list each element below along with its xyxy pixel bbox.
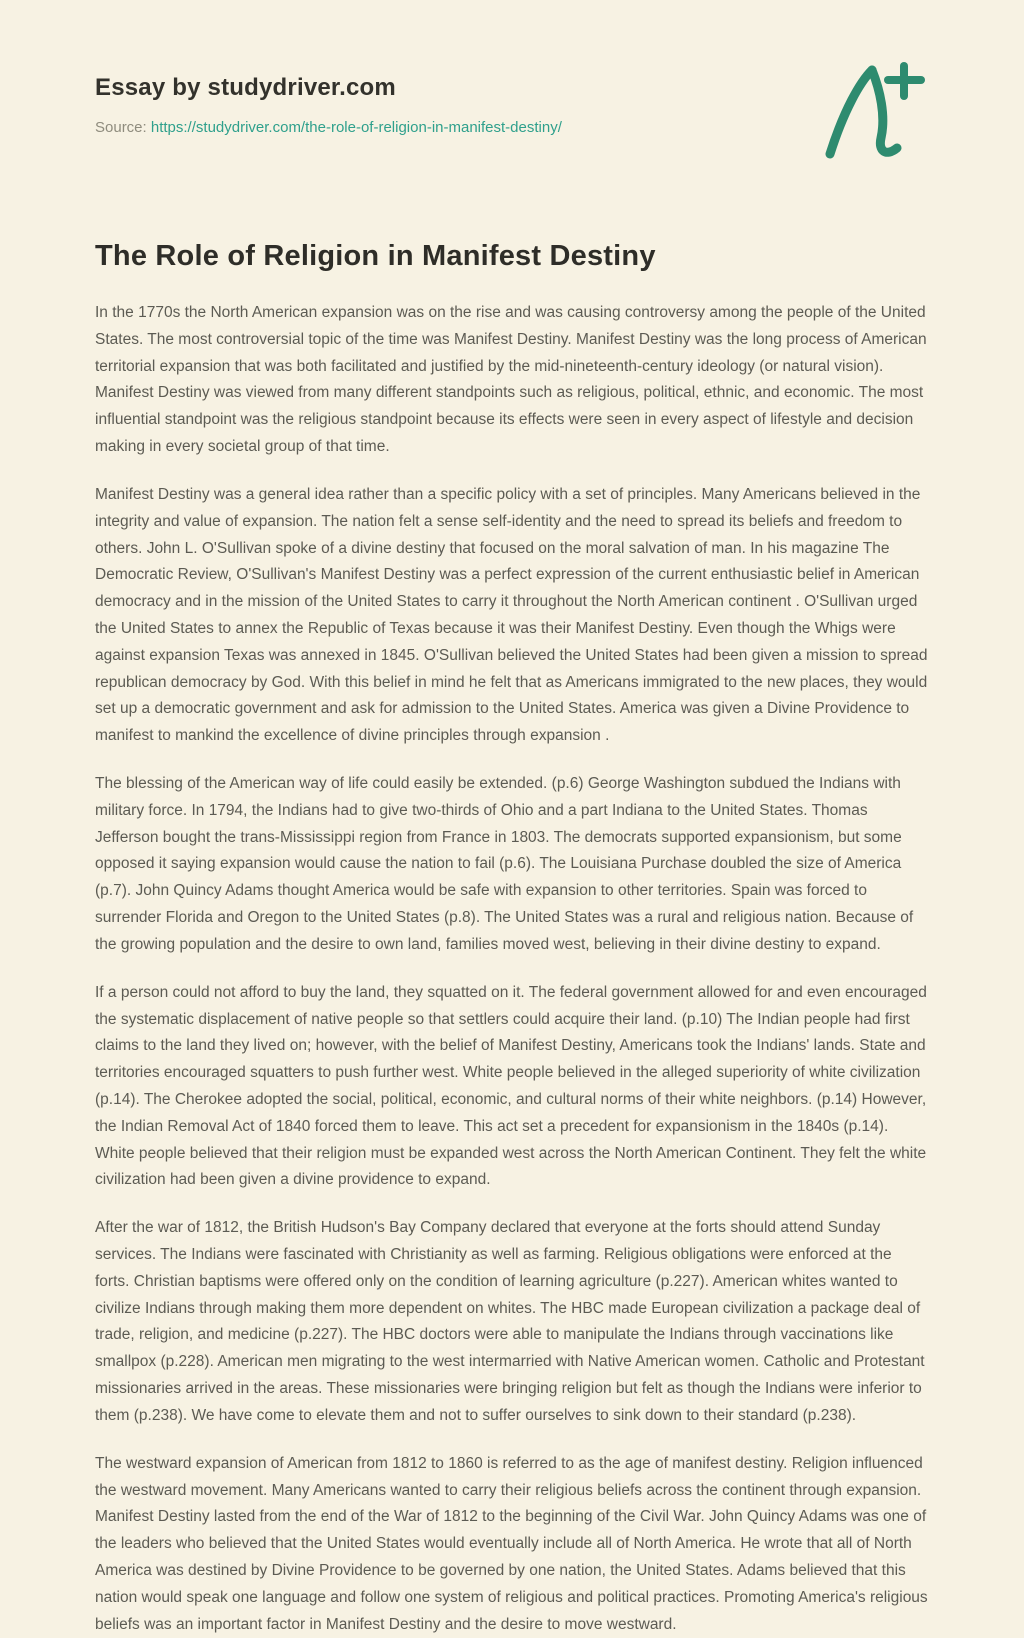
article-paragraph: In the 1770s the North American expansion was on the rise and was causing controversy among the people of the United States. The most controversial topic of the time was Manifest Destiny. Manifest Destiny was the long process of American territorial expansion that was both facilitated and justified by the mid-nineteenth-century ideology (or natural vision). Manifest Destiny was viewed from many different standpoints such as religious, political, ethnic, and economic. The most influential standpoint was the religious standpoint because its effects were seen in every aspect of lifestyle and decision making in every societal group of that time.: [95, 304, 927, 456]
studydriver-logo-icon: [816, 60, 928, 162]
article-paragraph: The westward expansion of American from 1812 to 1860 is referred to as the age of manifest destiny. Religion influenced the westward movement. Many Americans wanted to carry their religious beliefs across the continent through expansion. Manifest Destiny lasted from the end of the War of 1812 to the beginning of the Civil War. John Quincy Adams was one of the leaders who believed that the United States would eventually include all of North America. He wrote that all of North America was destined by Divine Providence to be governed by one nation, the United States. Adams believed that this nation would speak one language and follow one system of religious and political practices. Promoting America's religious beliefs was an important factor in Manifest Destiny and the desire to move westward.: [95, 1454, 928, 1633]
article-paragraph: Manifest Destiny was a general idea rather than a specific policy with a set of principles. Many Americans believed in the integrity and value of expansion. The nation felt a sense self-identity and the need to spread its beliefs and freedom to others. John L. O'Sullivan spoke of a divine destiny that focused on the moral salvation of man. In his magazine The Democratic Review, O'Sullivan's Manifest Destiny was a perfect expression of the current enthusiastic belief in American democracy and in the mission of the United States to carry it throughout the North American continent . O'Sullivan urged the United States to annex the Republic of Texas because it was their Manifest Destiny. Even though the Whigs were against expansion Texas was annexed in 1845. O'Sullivan believed the United States had been given a mission to spread republican democracy by God. With this belief in mind he felt that as Americans immigrated to the new places, they would set up a democratic government and ask for admission to the United States. America was given a Divine Providence to manifest to mankind the excellence of divine principles through expansion .: [95, 485, 928, 745]
source-line: [95, 119, 929, 136]
source-label: Source:: [95, 119, 147, 136]
essay-byline: Essay by studydriver.com: [95, 74, 396, 101]
article-paragraph: If a person could not afford to buy the land, they squatted on it. The federal government allowed for and even encouraged the systematic displacement of native people so that settlers could acquire their land. (p.10) The Indian people had first claims to the land they lived on; however, with the belief of Manifest Destiny, Americans took the Indians' lands. State and territories encouraged squatters to push further west. White people believed in the alleged superiority of white civilization (p.14). The Cherokee adopted the social, political, economic, and cultural norms of their white neighbors. (p.14) However, the Indian Removal Act of 1840 forced them to leave. This act set a precedent for expansionism in the 1840s (p.14). White people believed that their religion must be expanded west across the North American Continent. They felt the white civilization had been given a divine providence to expand.: [95, 983, 927, 1189]
article-title: The Role of Religion in Manifest Destiny: [95, 240, 656, 272]
article-paragraph: After the war of 1812, the British Hudson's Bay Company declared that everyone at the forts should attend Sunday services. The Indians were fascinated with Christianity as well as farming. Religious obligations were enforced at the forts. Christian baptisms were offered only on the condition of learning agriculture (p.227). American whites wanted to civilize Indians through making them more dependent on whites. The HBC made European civilization a package deal of trade, religion, and medicine (p.227). The HBC doctors were able to manipulate the Indians through vaccinations like smallpox (p.228). American men migrating to the west intermarried with Native American women. Catholic and Protestant missionaries arrived in the areas. These missionaries were bringing religion but felt as though the Indians were inferior to them (p.238). We have come to elevate them and not to suffer ourselves to sink down to their standard (p.238).: [95, 1219, 925, 1424]
source-url-link[interactable]: https://studydriver.com/the-role-of-religion-in-manifest-destiny/: [150, 119, 562, 136]
page-header: [95, 74, 929, 136]
article: [95, 240, 929, 1638]
article-paragraph: The blessing of the American way of life could easily be extended. (p.6) George Washington subdued the Indians with military force. In 1794, the Indians had to give two-thirds of Ohio and a part Indiana to the United States. Thomas Jefferson bought the trans-Mississippi region from France in 1803. The democrats supported expansionism, but some opposed it saying expansion would cause the nation to fail (p.6). The Louisiana Purchase doubled the size of America (p.7). John Quincy Adams thought America would be safe with expansion to other territories. Spain was forced to surrender Florida and Oregon to the United States (p.8). The United States was a rural and religious nation. Because of the growing population and the desire to own land, families moved west, believing in their divine destiny to expand.: [95, 775, 914, 953]
